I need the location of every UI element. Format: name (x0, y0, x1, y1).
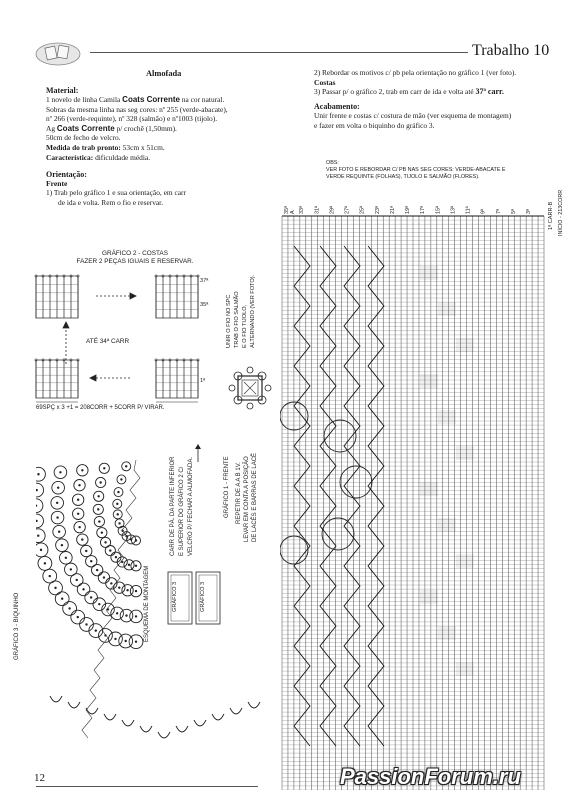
step-1-line-1: 1) Trab pelo gráfico 1 e sua orientação, em carr (46, 188, 186, 198)
montagem-title: ESQUEMA DE MONTAGEM (144, 565, 150, 642)
material-line-7: Característica: dificuldade média. (46, 152, 151, 162)
project-title: Almofada (146, 69, 182, 78)
step-2: 2) Rebordar os motivos c/ pb pela orientação no gráfico 1 (ver foto). (314, 68, 517, 77)
chart1-title: GRÁFICO 1 - FRENTE (224, 456, 230, 518)
montagem-note-line-2: E SUPERIOR DO GRÁFICO 2 C/ (179, 466, 185, 556)
costas-heading: Costas (314, 77, 336, 87)
chart1-row-label: 27ª (344, 206, 351, 214)
frente-heading: Frente (46, 179, 68, 189)
chart1-row-labels (284, 205, 532, 214)
chart1-grid (280, 186, 576, 790)
material-line-2: Sobras da mesma linha nas seg cores: nº 255 (verde-abacate), (46, 104, 228, 114)
acabamento-line-1: Unir frente e costas c/ costura de mão (ver esquema de montagem) (314, 111, 512, 121)
montagem-note-line-3: VELCRO P/ FECHAR A ALMOFADA. (188, 456, 194, 556)
orientation-heading: Orientação: (46, 170, 87, 180)
page-number: 12 (34, 772, 45, 784)
chart1-row-label: 17ª (420, 206, 427, 214)
chart2-subtitle: FAZER 2 PEÇAS IGUAIS E RESERVAR. (76, 258, 194, 265)
chart1-a-label: A (290, 210, 296, 214)
header-rule (90, 52, 468, 53)
chart2-row-37: 37ª (200, 278, 209, 284)
chart1-repeat-line-1: REPETIR DE A A B 1V. (236, 462, 242, 524)
material-line-3: nº 266 (verde-requinte), nº 328 (salmão) e nº1003 (tijolo). (46, 114, 218, 124)
step-1-line-2: de ida e volta. Rem o fio e reservar. (58, 197, 164, 207)
chart1-obs-label: OBS: (326, 160, 339, 166)
chart1-inicio-label: INÍCIO - 213CORR (558, 189, 564, 236)
material-line-5: 50cm de fecho de velcro. (46, 133, 121, 143)
chart1-row-label: 11ª (465, 206, 472, 214)
chart2-row-1: 1ª (200, 378, 206, 384)
chart2-footer: 69SPÇ x 3 +1 = 208CORR + 5CORR P/ VIRAR. (36, 405, 165, 411)
montagem-arrow-icon (194, 444, 202, 464)
watermark-text: PassionForum.ru (340, 764, 521, 789)
acabamento-heading: Acabamento: (314, 102, 360, 112)
chart1-row-label: 31ª (314, 206, 321, 214)
chart1-row-label: 9ª (480, 209, 487, 214)
montagem-grafico3-a: GRÁFICO 3 (172, 581, 178, 612)
chart1-row-label: 23ª (374, 206, 381, 214)
chart1-unir-line-2: TRAB O FIO SALMÃO (234, 291, 240, 348)
chart2-row-35: 35ª (200, 302, 209, 308)
chart1-row-label: 29ª (329, 206, 336, 214)
page-title: Trabalho 10 (472, 42, 550, 59)
chart1-obs-line-1: VER FOTO E REBORDAR C/ PB NAS SEG CORES: VERDE-ABACATE E (326, 167, 506, 173)
logo-icon (34, 40, 82, 66)
acabamento-line-2: e fazer em volta o biquinho do gráfico 3. (314, 120, 435, 130)
material-line-1: 1 novelo de linha Camila Coats Corrente na cor natural. (46, 95, 225, 104)
chart1-grid-lines (282, 216, 544, 790)
chart1-row-label: 19ª (405, 206, 411, 214)
footer-rule (36, 786, 258, 787)
flower-motif-diagram (226, 364, 274, 412)
chart1-row-label: 5ª (510, 209, 517, 214)
chart1-row-label: 13ª (450, 206, 457, 214)
chart2-diagram (30, 268, 230, 418)
chart1-repeat-line-3: DE LACÊS E BARRAS DE LACÊ (252, 452, 258, 542)
chart1-row-label: 21ª (389, 206, 396, 214)
material-line-4: Ag Coats Corrente p/ crochê (1,50mm). (46, 123, 177, 133)
chart1-row-label: 15ª (435, 206, 442, 214)
step-3: 3) Passar p/ o gráfico 2, trab em carr de ida e volta até 37ª carr. (314, 86, 504, 96)
chart1-row-label: 33ª (299, 206, 306, 214)
chart1-carr-b-label: 1ª CARR-B (548, 201, 554, 230)
chart1-row-label: 3ª (526, 209, 532, 214)
chart1-unir-line-4: ALTERNANDO (VER FOTO). (250, 274, 256, 348)
chart2-ate-label: ATÉ 34ª CARR (86, 338, 130, 345)
montagem-note-line-1: CARR DE PÁ. DA PARTE INFERIOR (170, 456, 176, 556)
chart1-repeat-line-2: LEVAR EM CONTA A POSIÇÃO (244, 456, 250, 542)
material-heading: Material: (46, 86, 79, 95)
chart1-row-label: 25ª (359, 206, 366, 214)
chart1-unir-line-3: E O FIO TIJOLO, (242, 304, 248, 348)
montagem-grafico3-b: GRÁFICO 3 (200, 581, 206, 612)
material-line-6: Medida do trab pronto: 53cm x 51cm. (46, 142, 165, 152)
chart2-title: GRÁFICO 2 - COSTAS (102, 250, 168, 257)
chart1-unir-line-1: UNIR O FIO NO SPC (226, 294, 232, 348)
chart2-arrows (63, 293, 136, 381)
chart1-row-label: 7ª (495, 209, 502, 214)
chart1-obs-line-2: VERDE REQUINTE (FOLHAS), TIJOLO E SALMÃO (FLORES). (326, 174, 480, 180)
chart1-row-label: 35ª (284, 206, 290, 214)
chart3-title: GRÁFICO 3 - BIQUINHO (14, 592, 20, 660)
